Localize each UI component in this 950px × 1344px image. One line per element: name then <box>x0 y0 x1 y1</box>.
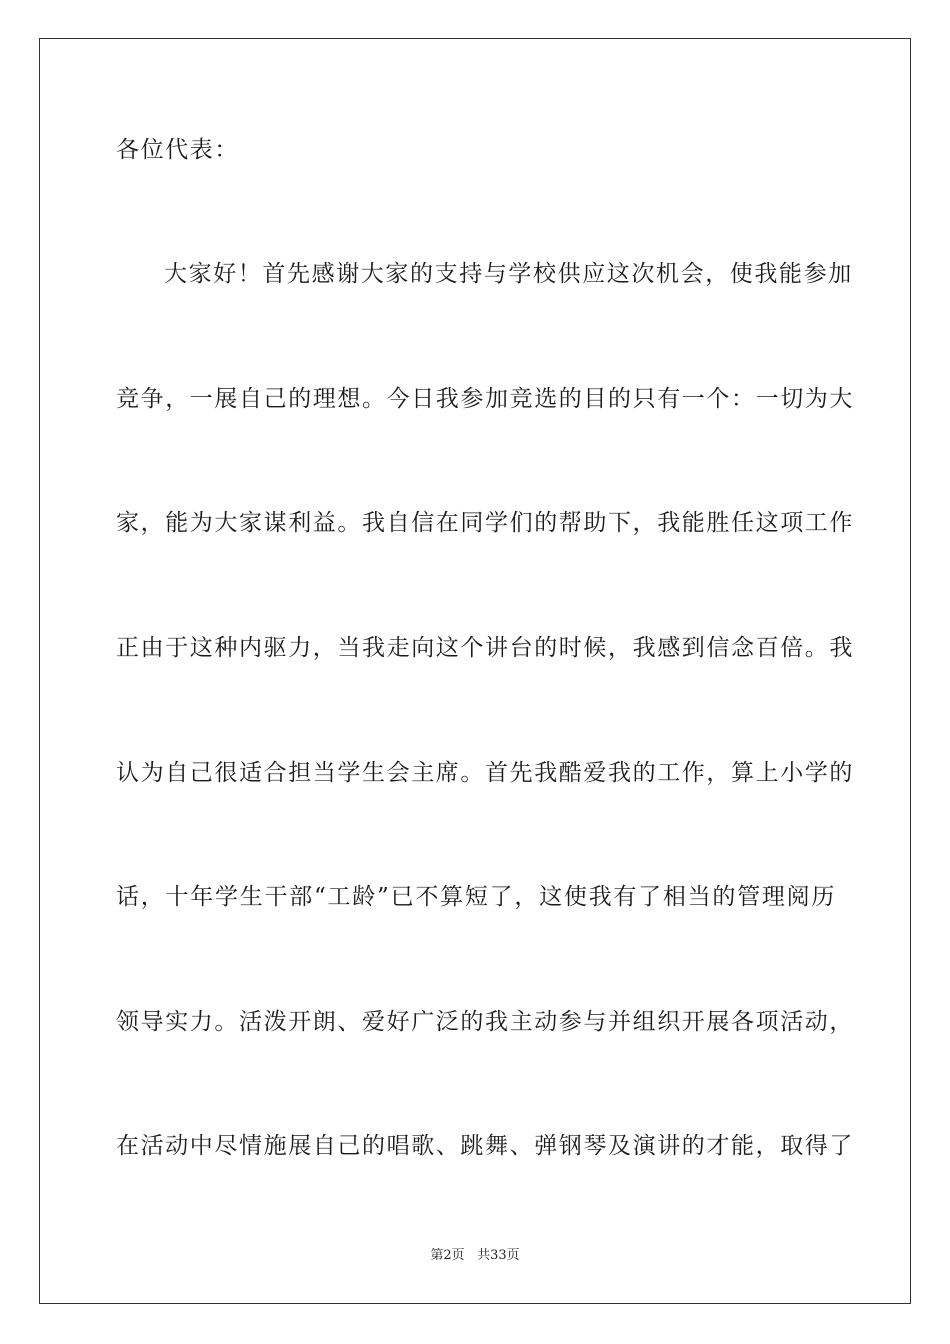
page-border <box>39 38 911 1304</box>
paragraph-line: 在活动中尽情施展自己的唱歌、跳舞、弹钢琴及演讲的才能，取得了 <box>116 1133 854 1159</box>
paragraph-line: 大家好！首先感谢大家的支持与学校供应这次机会，使我能参加 <box>164 261 853 287</box>
paragraph-line: 正由于这种内驱力，当我走向这个讲台的时候，我感到信念百倍。我 <box>116 635 854 661</box>
paragraph-line: 认为自己很适合担当学生会主席。首先我酷爱我的工作，算上小学的 <box>116 760 854 786</box>
salutation: 各位代表： <box>116 137 239 163</box>
page-number: 第2页 <box>430 1248 465 1263</box>
paragraph-line: 竞争，一展自己的理想。今日我参加竞选的目的只有一个：一切为大 <box>116 386 854 412</box>
page-footer <box>0 1248 950 1264</box>
page-total: 共33页 <box>477 1248 520 1263</box>
paragraph-line: 领导实力。活泼开朗、爱好广泛的我主动参与并组织开展各项活动， <box>116 1009 854 1035</box>
paragraph-line: 家，能为大家谋利益。我自信在同学们的帮助下，我能胜任这项工作 <box>116 510 854 536</box>
paragraph-line: 话，十年学生干部“工龄”已不算短了，这使我有了相当的管理阅历 <box>116 884 836 910</box>
